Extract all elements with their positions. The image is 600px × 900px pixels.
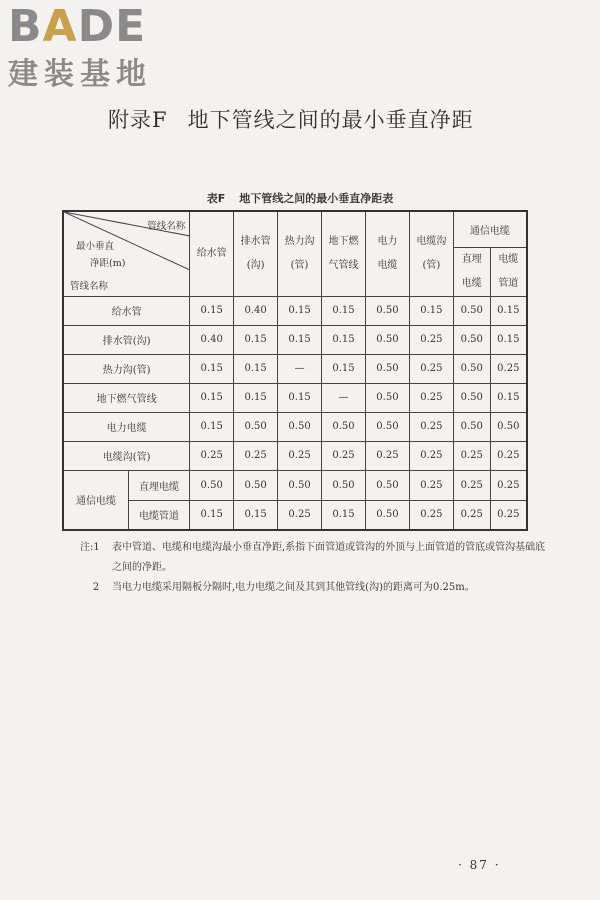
table-cell: 0.50 <box>365 325 409 354</box>
table-cell: 0.15 <box>234 383 278 412</box>
table-cell: 0.15 <box>190 354 234 383</box>
table-cell: 0.15 <box>190 296 234 325</box>
logo-letters-post: DE <box>77 1 147 52</box>
table-cell: 0.15 <box>234 354 278 383</box>
logo-chinese: 建装基地 <box>8 57 152 92</box>
table-cell: 0.50 <box>453 325 490 354</box>
table-cell: 0.15 <box>490 296 527 325</box>
group-header: 通信电缆 <box>453 211 527 247</box>
clearance-table <box>62 210 528 531</box>
table-caption-title: 地下管线之间的最小垂直净距表 <box>239 192 394 205</box>
table-row <box>63 441 527 470</box>
corner-header <box>63 211 190 296</box>
appendix-heading: 地下管线之间的最小垂直净距 <box>187 108 474 132</box>
table-cell: — <box>322 383 366 412</box>
logo <box>8 1 178 92</box>
table-cell: 0.25 <box>409 412 453 441</box>
table-caption <box>0 190 600 206</box>
table-row <box>63 500 527 530</box>
table-cell: 0.15 <box>278 325 322 354</box>
table-cell: 0.40 <box>190 325 234 354</box>
row-label: 给水管 <box>63 296 190 325</box>
group-col-header: 电缆 管道 <box>490 247 527 296</box>
table-cell: 0.25 <box>409 441 453 470</box>
group-row-label: 通信电缆 <box>63 470 128 530</box>
table-cell: 0.25 <box>409 470 453 500</box>
logo-letters-pre: B <box>8 1 43 52</box>
table-cell: 0.50 <box>453 412 490 441</box>
table-cell: 0.15 <box>322 296 366 325</box>
table-row <box>63 354 527 383</box>
logo-latin <box>8 1 178 52</box>
table-cell: 0.15 <box>190 383 234 412</box>
table-cell: 0.50 <box>278 470 322 500</box>
table-cell: 0.15 <box>278 383 322 412</box>
note-1 <box>80 538 550 578</box>
table-cell: 0.15 <box>490 383 527 412</box>
table-row <box>63 412 527 441</box>
table-cell: 0.15 <box>322 325 366 354</box>
row-label: 直埋电缆 <box>128 470 189 500</box>
table-cell: 0.50 <box>278 412 322 441</box>
table-cell: 0.25 <box>409 325 453 354</box>
table-cell: 0.50 <box>190 470 234 500</box>
row-label: 地下燃气管线 <box>63 383 190 412</box>
table-row <box>63 325 527 354</box>
col-header: 地下燃 气管线 <box>322 211 366 296</box>
row-label: 热力沟(管) <box>63 354 190 383</box>
table-notes <box>80 538 550 598</box>
row-label: 电缆沟(管) <box>63 441 190 470</box>
table-cell: 0.50 <box>322 412 366 441</box>
corner-label-middle-b: 净距(m) <box>90 258 126 269</box>
corner-label-middle-a: 最小垂直 <box>76 241 115 252</box>
table-cell: 0.15 <box>490 325 527 354</box>
group-col-header: 直埋 电缆 <box>453 247 490 296</box>
table-cell: — <box>278 354 322 383</box>
col-header: 排水管 (沟) <box>234 211 278 296</box>
table-cell: 0.50 <box>365 470 409 500</box>
page-number: · 87 · <box>458 858 501 872</box>
table-cell: 0.50 <box>322 470 366 500</box>
table-cell: 0.50 <box>453 383 490 412</box>
table-cell: 0.25 <box>234 441 278 470</box>
table-cell: 0.25 <box>490 500 527 530</box>
table-cell: 0.50 <box>365 296 409 325</box>
row-label: 电缆管道 <box>128 500 189 530</box>
col-header: 电力 电缆 <box>365 211 409 296</box>
table-cell: 0.25 <box>490 470 527 500</box>
table-cell: 0.50 <box>453 296 490 325</box>
row-label: 排水管(沟) <box>63 325 190 354</box>
corner-label-bottom: 管线名称 <box>70 281 109 292</box>
table-row <box>63 470 527 500</box>
logo-letter-accent: A <box>42 1 78 52</box>
table-cell: 0.40 <box>234 296 278 325</box>
table-cell: 0.25 <box>490 354 527 383</box>
table-cell: 0.15 <box>234 500 278 530</box>
note-text: 表中管道、电缆和电缆沟最小垂直净距,系指下面管道或管沟的外顶与上面管道的管底或管沟基础底之间的净距。 <box>112 542 546 573</box>
table-row <box>63 296 527 325</box>
table-cell: 0.50 <box>365 412 409 441</box>
table-cell: 0.50 <box>365 500 409 530</box>
table-cell: 0.50 <box>365 354 409 383</box>
table-cell: 0.15 <box>278 296 322 325</box>
table-cell: 0.15 <box>234 325 278 354</box>
table-cell: 0.25 <box>453 441 490 470</box>
note-marker: 2 <box>92 582 100 593</box>
table-cell: 0.15 <box>190 412 234 441</box>
note-marker: 注:1 <box>80 542 100 553</box>
appendix-title <box>108 104 474 134</box>
table-cell: 0.25 <box>365 441 409 470</box>
table-cell: 0.15 <box>190 500 234 530</box>
col-header: 电缆沟 (管) <box>409 211 453 296</box>
table-cell: 0.15 <box>322 500 366 530</box>
corner-label-top: 管线名称 <box>147 221 186 232</box>
col-header: 给水管 <box>190 211 234 296</box>
table-cell: 0.25 <box>278 441 322 470</box>
appendix-label: 附录F <box>108 108 168 132</box>
note-text: 当电力电缆采用隔板分隔时,电力电缆之间及其到其他管线(沟)的距离可为0.25m。 <box>112 582 475 593</box>
table-cell: 0.25 <box>490 441 527 470</box>
table-cell: 0.25 <box>322 441 366 470</box>
table-cell: 0.25 <box>453 470 490 500</box>
table-cell: 0.25 <box>453 500 490 530</box>
table-caption-label: 表F <box>206 192 226 205</box>
table-cell: 0.50 <box>234 412 278 441</box>
col-header: 热力沟 (管) <box>278 211 322 296</box>
table-cell: 0.15 <box>322 354 366 383</box>
table-cell: 0.25 <box>409 500 453 530</box>
table-cell: 0.25 <box>409 383 453 412</box>
table-cell: 0.25 <box>409 354 453 383</box>
note-2 <box>80 578 550 598</box>
table-cell: 0.25 <box>278 500 322 530</box>
table-cell: 0.50 <box>453 354 490 383</box>
table-cell: 0.50 <box>490 412 527 441</box>
table-row <box>63 383 527 412</box>
table-cell: 0.25 <box>190 441 234 470</box>
row-label: 电力电缆 <box>63 412 190 441</box>
table-cell: 0.50 <box>234 470 278 500</box>
table-cell: 0.15 <box>409 296 453 325</box>
table-cell: 0.50 <box>365 383 409 412</box>
